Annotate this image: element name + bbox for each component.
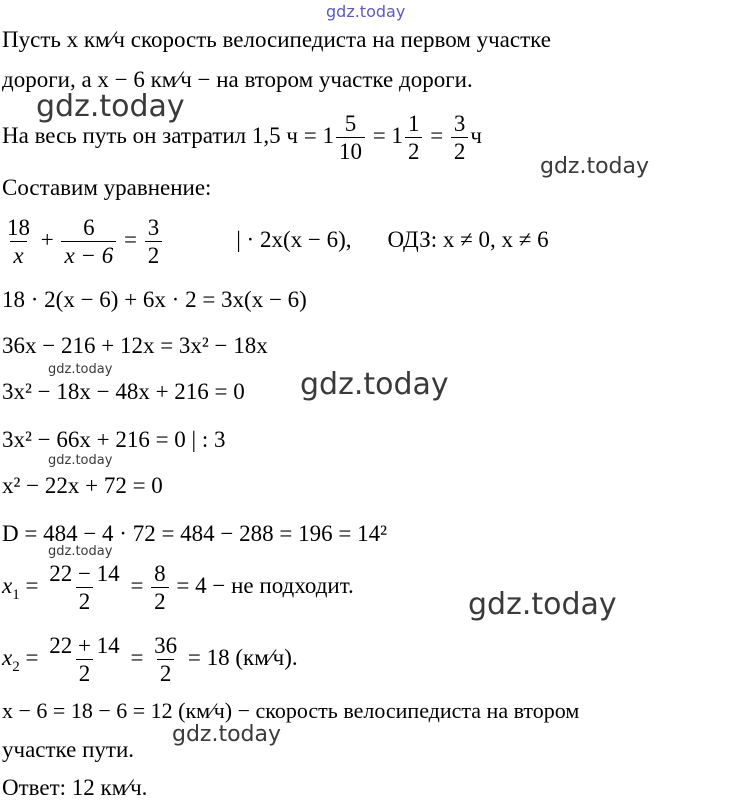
watermark: gdz.today [326,2,406,21]
solution-line-15: участке пути. [2,737,135,762]
watermark: gdz.today [540,154,650,179]
watermark: gdz.today [300,367,449,402]
root-x2-line: $x_2$ = $\frac{22 + 14}{2}$ = $\frac{36}{2}$ = 18 (км⁄ч). [2,633,298,686]
fraction-18-x: $\frac{18}{x}$ [7,215,30,268]
fraction-5-10: $\frac{5}{10}$ [336,112,365,163]
fraction-x2: $\frac{22 + 14}{2}$ [49,633,120,686]
discriminant-line: D = 484 − 4 · 72 = 484 − 288 = 196 = 14² [2,521,387,546]
watermark: gdz.today [48,544,113,559]
solution-line-2: дороги, а x − 6 км⁄ч − на втором участке дороги. [2,67,473,92]
watermark: gdz.today [36,89,185,124]
fraction-3-2: $\frac{3}{2}$ [451,112,469,163]
x1-result: = 4 − не подходит. [176,572,354,598]
fraction-1-2: $\frac{1}{2}$ [405,112,423,163]
fraction-3-2-eq: $\frac{3}{2}$ [145,216,163,267]
fraction-6-x-minus-6: $\frac{6}{x - 6}$ [61,216,116,267]
x2-result: = 18 (км⁄ч). [187,644,298,670]
watermark: gdz.today [48,453,113,468]
fraction-8-2: $\frac{8}{2}$ [151,562,169,613]
solution-line-7: 36x − 216 + 12x = 3x² − 18x [2,333,268,358]
root-x1-line: $x_1$ = $\frac{22 - 14}{2}$ = $\frac{8}{2}$ = 4 − не подходит. [2,561,354,614]
time-text: На весь путь он затратил 1,5 ч = 1 [2,122,334,148]
x2-label: $x_2$ [2,644,20,675]
x1-label: $x_1$ [2,572,20,603]
solution-line-6: 18 · 2(x − 6) + 6x · 2 = 3x(x − 6) [2,287,307,312]
multiply-note: | · 2x(x − 6), [236,226,352,252]
watermark: gdz.today [48,362,113,377]
odz-note: ОДЗ: x ≠ 0, x ≠ 6 [387,226,549,252]
watermark: gdz.today [468,587,617,622]
solution-line-1: Пусть x км⁄ч скорость велосипедиста на первом участке [2,27,551,52]
solution-line-10: x² − 22x + 72 = 0 [2,473,163,498]
solution-line-14: x − 6 = 18 − 6 = 12 (км⁄ч) − скорость велосипедиста на втором [2,698,580,723]
equation-line: $\frac{18}{x}$ + $\frac{6}{x - 6}$ = $\frac{3}{2}$ | · 2x(x − 6), ОДЗ: x ≠ 0, x ≠ 6 [2,216,549,267]
fraction-36-2: $\frac{36}{2}$ [154,633,178,686]
answer-line: Ответ: 12 км⁄ч. [2,775,148,800]
solution-line-8: 3x² − 18x − 48x + 216 = 0 [2,379,245,404]
solution-line-4: Составим уравнение: [2,175,212,200]
fraction-x1: $\frac{22 - 14}{2}$ [49,561,120,614]
watermark: gdz.today [172,722,282,747]
solution-line-9: 3x² − 66x + 216 = 0 | : 3 [2,427,226,452]
unit-hours: ч [470,122,482,148]
solution-line-3: На весь путь он затратил 1,5 ч = 1 $\frac{5}{10}$ = 1 $\frac{1}{2}$ = $\frac{3}{2}$ ч [2,111,482,164]
